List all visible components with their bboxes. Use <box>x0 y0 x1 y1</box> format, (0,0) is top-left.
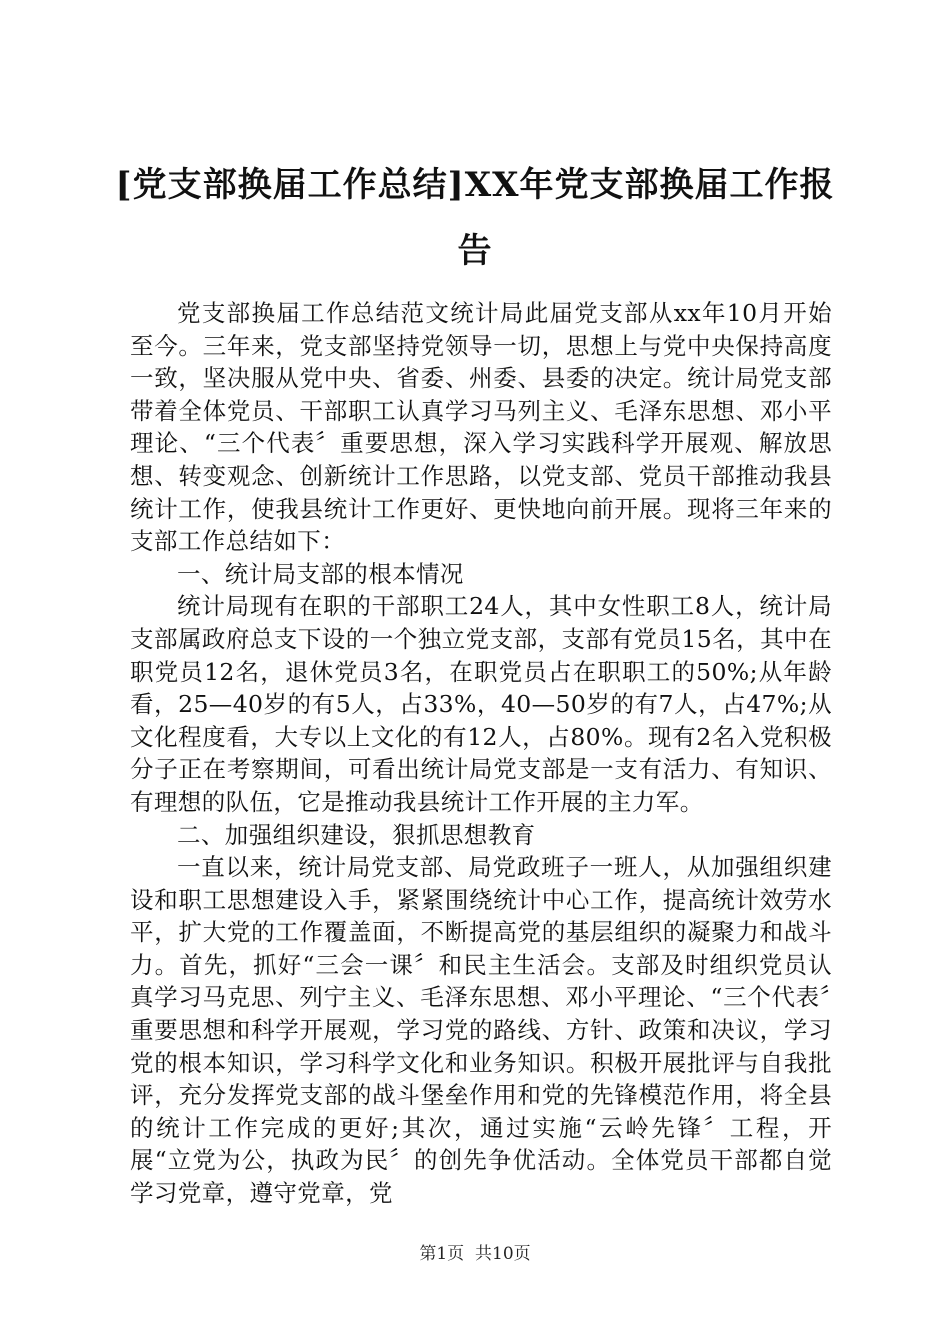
paragraph-intro: 党支部换届工作总结范文统计局此届党支部从xx年10月开始至今。三年来，党支部坚持党领导一切，思想上与党中央保持高度一致，坚决服从党中央、省委、州委、县委的决定。统计局党支部带着全体党员、干部职工认真学习马列主义、毛泽东思想、邓小平理论、“三个代表〞重要思想，深入学习实践科学开展观、解放思想、转变观念、创新统计工作思路，以党支部、党员干部推动我县统计工作，使我县统计工作更好、更快地向前开展。现将三年来的支部工作总结如下： <box>130 299 832 556</box>
section-heading-1: 一、统计局支部的根本情况 <box>177 559 464 588</box>
page-total: 共10页 <box>475 1244 531 1264</box>
paragraph-organization: 一直以来，统计局党支部、局党政班子一班人，从加强组织建设和职工思想建设入手，紧紧围绕统计中心工作，提高统计效劳水平，扩大党的工作覆盖面，不断提高党的基层组织的凝聚力和战斗力。首先，抓好“三会一课〞和民主生活会。支部及时组织党员认真学习马克思、列宁主义、毛泽东思想、邓小平理论、“三个代表〞重要思想和科学开展观，学习党的路线、方针、政策和决议，学习党的根本知识，学习科学文化和业务知识。积极开展批评与自我批评，充分发挥党支部的战斗堡垒作用和党的先锋模范作用，将全县的统计工作完成的更好;其次，通过实施“云岭先锋〞工程，开展“立党为公，执政为民〞的创先争优活动。全体党员干部都自觉学习党章，遵守党章，党 <box>130 853 832 1208</box>
paragraph-basic-info: 统计局现有在职的干部职工24人，其中女性职工8人，统计局支部属政府总支下设的一个独立党支部，支部有党员15名，其中在职党员12名，退休党员3名，在职党员占在职职工的50%;从年龄看，25—40岁的有5人，占33%，40—50岁的有7人，占47%;从文化程度看，大专以上文化的有12人，占80%。现有2名入党积极分子正在考察期间，可看出统计局党支部是一支有活力、有知识、有理想的队伍，它是推动我县统计工作开展的主力军。 <box>130 592 832 816</box>
section-heading-2: 二、加强组织建设，狠抓思想教育 <box>177 820 536 849</box>
page-footer <box>0 1243 950 1265</box>
document-body <box>130 297 832 1210</box>
page-number: 第1页 <box>419 1244 465 1264</box>
document-title: [党支部换届工作总结]XX年党支部换届工作报告 <box>115 165 835 271</box>
